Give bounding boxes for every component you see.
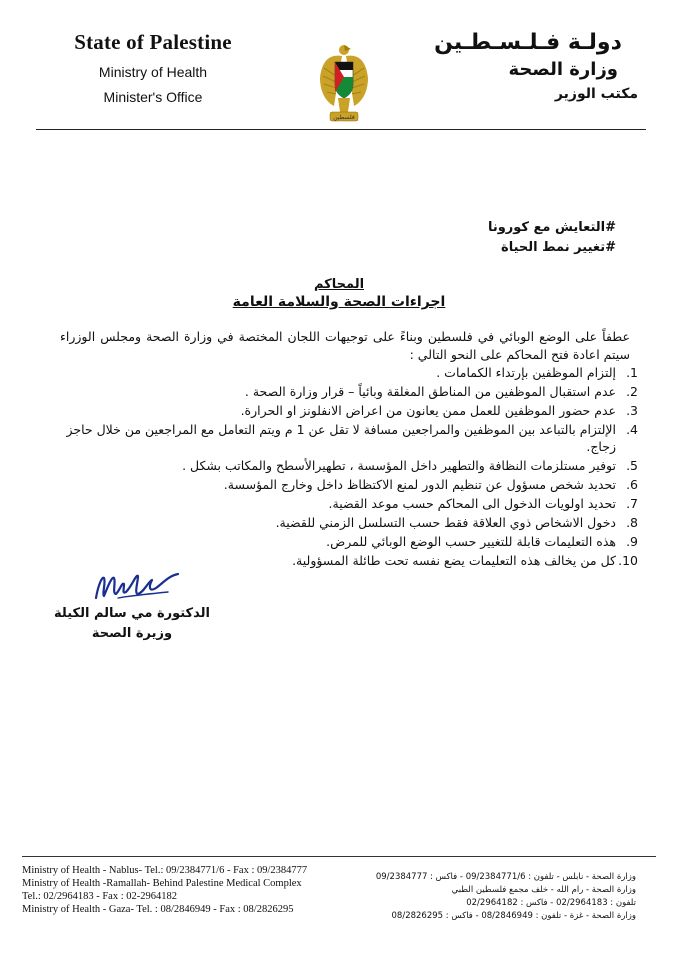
hashtag: #التعايش مع كورونا [487, 220, 616, 235]
instruction-item [60, 476, 638, 493]
header-divider [36, 129, 646, 130]
footer-ar-line: وزارة الصحة - نابلس - تلفون : 09/2384771/6 - فاكس : 09/2384777 [375, 872, 636, 882]
instruction-text: عدم استقبال الموظفين من المناطق المغلقة وبائياً – قرار وزارة الصحة . [244, 384, 616, 399]
instruction-text: كل من يخالف هذه التعليمات يضع نفسه تحت طائلة المسؤولية. [292, 553, 616, 568]
instructions-list [60, 364, 638, 571]
signer-title: وزيرة الصحة [91, 626, 173, 641]
instruction-item [60, 421, 638, 455]
instruction-item [60, 457, 638, 474]
instruction-text: تحديد شخص مسؤول عن تنظيم الدور لمنع الاكتظاظ داخل وخارج المؤسسة. [223, 477, 616, 492]
emblem-banner-text: فلسطين [333, 114, 355, 121]
signer-name: الدكتورة مي سالم الكيلة [54, 606, 210, 621]
footer-ar-line: وزارة الصحة - غزة - تلفون : 08/2846949 - فاكس : 08/2826295 [391, 911, 636, 921]
instruction-number: 7. [626, 496, 638, 511]
instruction-number: 3. [626, 403, 638, 418]
state-name-en: State of Palestine [74, 30, 232, 54]
title-procedures: اجراءات الصحة والسلامة العامة [232, 294, 446, 310]
footer-ar-line: تلفون : 02/2964183 - فاكس : 02/2964182 [466, 898, 636, 908]
footer-en-line: Ministry of Health - Nablus- Tel.: 09/2384771/6 - Fax : 09/2384777 [22, 865, 308, 876]
instruction-item [60, 533, 638, 550]
footer-en-line: Tel.: 02/2964183 - Fax : 02-2964182 [22, 891, 178, 902]
signer-block [52, 604, 212, 644]
office-name-en: Minister's Office [103, 89, 203, 105]
instruction-text: الإلتزام بالتباعد بين الموظفين والمراجعين مسافة لا تقل عن 1 م ويتم التعامل مع المراجعين من خلال حاجز زجاج. [66, 422, 616, 454]
instruction-number: 8. [626, 515, 638, 530]
instruction-number: 10. [618, 553, 638, 568]
instruction-number: 1. [626, 365, 638, 380]
footer-en-line: Ministry of Health - Gaza- Tel. : 08/2846949 - Fax : 08/2826295 [22, 904, 294, 915]
instruction-number: 6. [626, 477, 638, 492]
document-title [0, 277, 678, 310]
ministry-name-en: Ministry of Health [98, 64, 208, 80]
intro-paragraph: عطفاً على الوضع الوبائي في فلسطين وبناءً على توجيهات اللجان المختصة في وزارة الصحة ومجلس الوزراء سيتم اعادة فتح المحاكم على النحو التالي : [60, 329, 630, 362]
header-english-block [48, 30, 258, 105]
instruction-text: إلتزام الموظفين بإرتداء الكمامات . [436, 365, 616, 380]
instruction-item [60, 364, 638, 381]
state-name-ar: دولـة فـلـسـطـين [434, 30, 622, 55]
footer-arabic [356, 871, 636, 923]
ministry-name-ar: وزارة الصحة [508, 59, 618, 80]
hashtag: #تغيير نمط الحياة [501, 240, 616, 255]
footer-english [22, 864, 342, 916]
instruction-item [60, 383, 638, 400]
header-arabic-block [418, 30, 638, 102]
instruction-number: 9. [626, 534, 638, 549]
instruction-number: 2. [626, 384, 638, 399]
instruction-number: 4. [626, 422, 638, 437]
instruction-text: دخول الاشخاص ذوي العلاقة فقط حسب التسلسل الزمني للقضية. [275, 515, 616, 530]
instruction-text: توفير مستلزمات النظافة والتطهير داخل المؤسسة ، تطهيرالأسطح والمكاتب بشكل . [182, 458, 616, 473]
instruction-text: عدم حضور الموظفين للعمل ممن يعانون من اعراض الانفلونز او الحرارة. [240, 403, 616, 418]
title-courts: المحاكم [313, 277, 365, 292]
palestine-eagle-emblem-icon [318, 40, 370, 126]
footer-divider [22, 856, 656, 857]
instruction-text: تحديد اولويات الدخول الى المحاكم حسب موعد القضية. [328, 496, 616, 511]
instruction-item [60, 552, 638, 569]
footer-en-line: Ministry of Health -Ramallah- Behind Palestine Medical Complex [22, 878, 302, 889]
instruction-number: 5. [626, 458, 638, 473]
footer-ar-line: وزارة الصحة - رام الله - خلف مجمع فلسطين الطبي [451, 885, 636, 895]
instruction-text: هذه التعليمات قابلة للتغيير حسب الوضع الوبائي للمرض. [326, 534, 616, 549]
instruction-item [60, 495, 638, 512]
instruction-item [60, 402, 638, 419]
hashtags-block [488, 218, 616, 258]
instruction-item [60, 514, 638, 531]
handwritten-signature-icon [88, 568, 188, 608]
office-name-ar: مكتب الوزير [554, 86, 638, 102]
